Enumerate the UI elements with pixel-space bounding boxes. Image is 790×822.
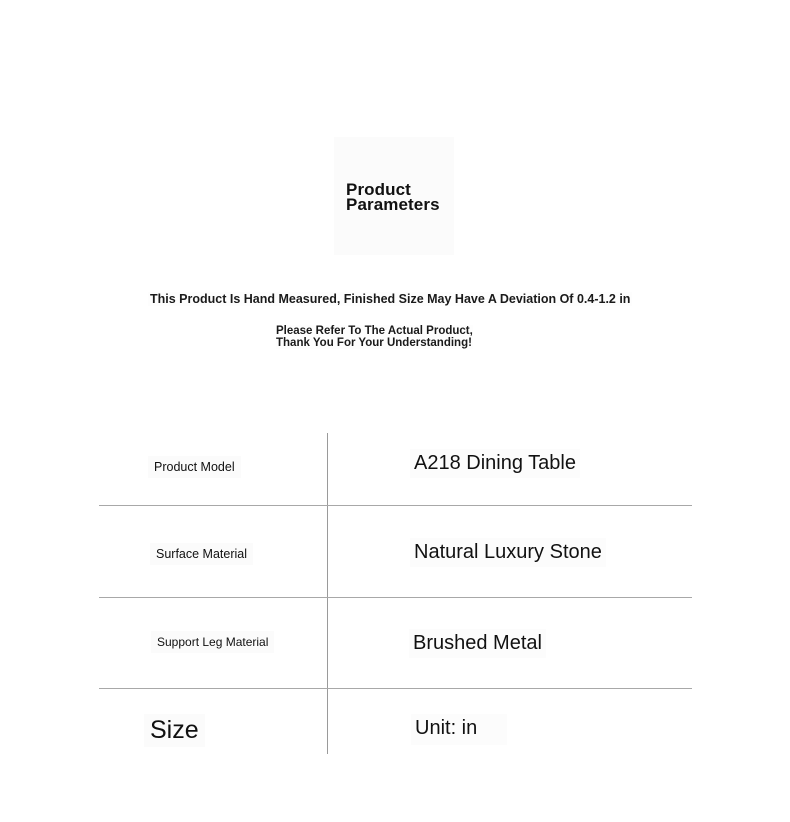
size-label: Size — [144, 714, 205, 747]
column-divider — [327, 433, 328, 754]
page-title — [346, 182, 440, 212]
row-divider — [99, 597, 692, 598]
page-title-line-1: Product — [346, 180, 411, 199]
surface-material-value: Natural Luxury Stone — [410, 538, 606, 567]
parameters-table — [99, 433, 692, 754]
surface-material-label: Surface Material — [150, 543, 253, 565]
page-title-line-2: Parameters — [346, 195, 440, 214]
reference-notice — [276, 325, 473, 349]
reference-notice-line-2: Thank You For Your Understanding! — [276, 337, 472, 349]
row-divider — [99, 688, 692, 689]
product-model-value: A218 Dining Table — [410, 449, 580, 478]
measurement-notice: This Product Is Hand Measured, Finished Size May Have A Deviation Of 0.4-1.2 in — [150, 292, 631, 306]
row-divider — [99, 505, 692, 506]
reference-notice-line-1: Please Refer To The Actual Product, — [276, 325, 473, 337]
support-leg-material-value: Brushed Metal — [409, 629, 546, 658]
size-unit-value: Unit: in — [411, 714, 507, 745]
support-leg-material-label: Support Leg Material — [151, 631, 274, 653]
product-model-label: Product Model — [148, 456, 241, 478]
